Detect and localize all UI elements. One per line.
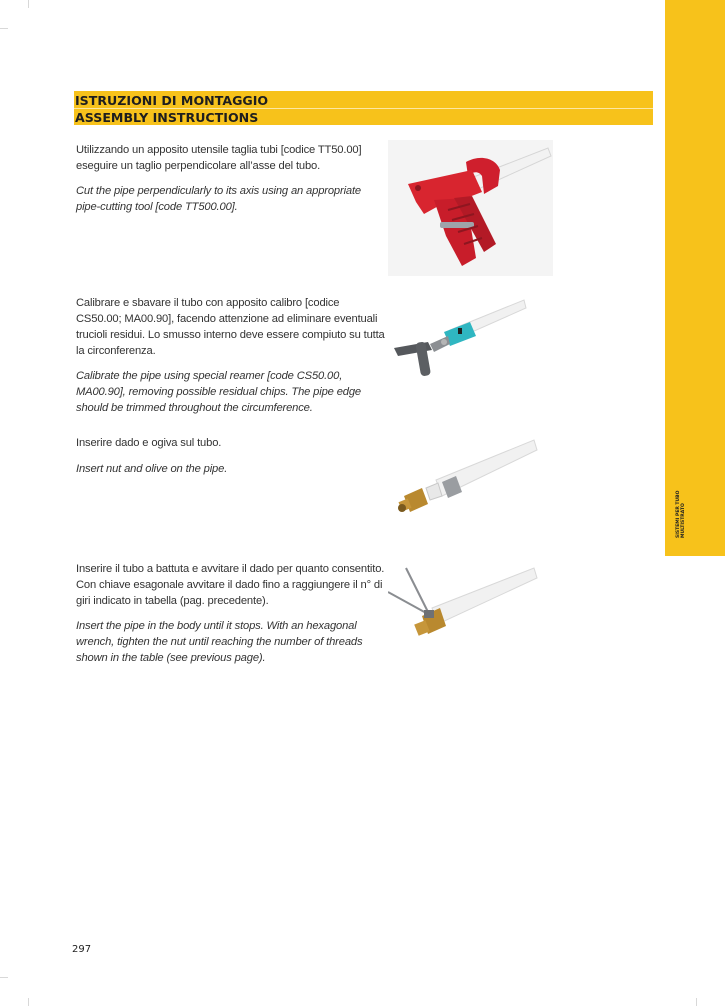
crop-mark: [0, 977, 8, 978]
step-1-text-it: Utilizzando un apposito utensile taglia tubi [codice TT50.00] eseguire un taglio perpendicolare all’asse del tubo.: [76, 144, 362, 172]
step-2-text-it: Calibrare e sbavare il tubo con apposito calibro [codice CS50.00; MA00.90], facendo attenzione ad eliminare eventuali trucioli residui. Lo smusso interno deve essere compiuto su tutta la circonferenza.: [76, 297, 385, 357]
crop-mark: [28, 998, 29, 1006]
side-tab: [665, 0, 725, 556]
step-4-text-en: Insert the pipe in the body until it stops. With an hexagonal wrench, tighten the nut until reaching the number of threads shown in the table (see previous page).: [76, 620, 363, 664]
section-heading: [74, 91, 653, 125]
side-tab-label: SISTEMI PER TUBO MULTISTRATO: [676, 490, 686, 538]
step-4-text-it: Inserire il tubo a battuta e avvitare il dado per quanto consentito. Con chiave esagonale avvitare il dado fino a raggiungere il n° di giri indicato in tabella (pag. precedente).: [76, 563, 385, 607]
heading-title-it: ISTRUZIONI DI MONTAGGIO: [75, 93, 269, 108]
heading-title-en: ASSEMBLY INSTRUCTIONS: [75, 110, 259, 125]
pipe-cutter-illustration: [388, 140, 553, 276]
crop-mark: [696, 998, 697, 1006]
crop-mark: [28, 0, 29, 8]
pipe-reamer-illustration: [388, 298, 528, 380]
page-number: 297: [72, 944, 92, 955]
step-1-text-en: Cut the pipe perpendicularly to its axis using an appropriate pipe-cutting tool [code TT500.00].: [76, 185, 362, 213]
step-3-text-en: Insert nut and olive on the pipe.: [76, 463, 228, 475]
crop-mark: [0, 28, 8, 29]
heading-divider: [74, 108, 653, 109]
wrench-tightening-illustration: [388, 564, 540, 644]
nut-olive-illustration: [388, 438, 538, 523]
step-3-text-it: Inserire dado e ogiva sul tubo.: [76, 437, 222, 449]
step-2-text-en: Calibrate the pipe using special reamer [code CS50.00, MA00.90], removing possible residual chips. The pipe edge should be trimmed throughout the circumference.: [76, 370, 361, 414]
